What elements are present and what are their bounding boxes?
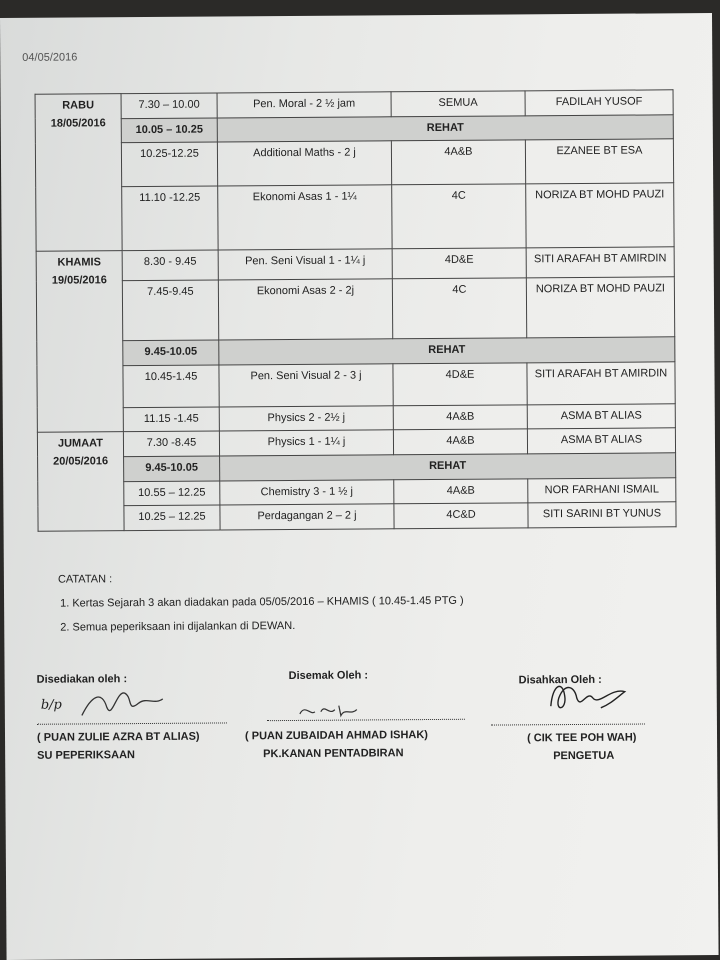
signatory-name: ( PUAN ZULIE AZRA BT ALIAS) (36, 730, 200, 744)
subject-cell: Additional Maths - 2 j (217, 141, 391, 186)
subject-cell: Chemistry 3 - 1 ½ j (220, 479, 394, 505)
class-cell: 4A&B (394, 478, 528, 504)
teacher-cell: ASMA BT ALIAS (527, 428, 675, 454)
schedule-row (36, 247, 674, 281)
exam-schedule-table (35, 89, 677, 531)
break-label: REHAT (217, 114, 673, 142)
teacher-cell: NORIZA BT MOHD PAUZI (526, 183, 674, 248)
time-cell: 9.45-10.05 (123, 340, 219, 365)
day-name: JUMAAT (57, 437, 104, 450)
class-cell: 4D&E (392, 248, 526, 279)
day-cell (35, 94, 122, 252)
schedule-row (36, 277, 674, 341)
schedule-row (38, 502, 676, 531)
schedule-row (35, 139, 673, 187)
teacher-cell: NOR FARHANI ISMAIL (528, 477, 676, 503)
schedule-row (36, 183, 674, 251)
time-cell: 10.55 – 12.25 (124, 481, 220, 506)
time-cell: 8.30 - 9.45 (122, 250, 218, 281)
schedule-row (37, 362, 675, 408)
day-date: 18/05/2016 (50, 116, 106, 130)
teacher-cell: FADILAH YUSOF (525, 90, 673, 116)
day-cell (37, 432, 124, 531)
teacher-cell: NORIZA BT MOHD PAUZI (526, 277, 674, 338)
break-label: REHAT (219, 337, 675, 365)
day-cell (36, 251, 123, 433)
time-cell: 10.05 – 10.25 (121, 118, 217, 143)
break-label: REHAT (220, 453, 676, 481)
time-cell: 10.25 – 12.25 (124, 505, 220, 530)
day-date: 20/05/2016 (53, 455, 109, 468)
signatory-name: ( PUAN ZUBAIDAH AHMAD ISHAK) (244, 729, 428, 743)
class-cell: 4A&B (393, 429, 527, 455)
teacher-cell: SITI ARAFAH BT AMIRDIN (527, 362, 675, 405)
class-cell: 4C (392, 278, 526, 339)
time-cell: 7.30 -8.45 (123, 431, 219, 456)
exam-schedule-page (0, 13, 719, 960)
notes-section (58, 571, 464, 646)
subject-cell: Perdagangan 2 – 2 j (220, 504, 394, 530)
signatory-name: ( CIK TEE POH WAH) (526, 731, 637, 745)
subject-cell: Pen. Moral - 2 ½ jam (217, 92, 391, 118)
signatory-role: PK.KANAN PENTADBIRAN (263, 747, 404, 761)
day-date: 19/05/2016 (51, 274, 107, 287)
subject-cell: Pen. Seni Visual 2 - 3 j (219, 364, 393, 407)
header-date: 04/05/2016 (22, 51, 78, 64)
class-cell: 4A&B (393, 405, 527, 431)
signatory-role: SU PEPERIKSAAN (37, 749, 135, 762)
subject-cell: Ekonomi Asas 2 - 2j (218, 279, 392, 340)
subject-cell: Physics 2 - 2½ j (219, 406, 393, 432)
notes-title: CATATAN : (57, 573, 113, 586)
class-cell: 4D&E (393, 363, 527, 406)
signature-block-approved (491, 673, 682, 762)
time-cell: 10.45-1.45 (123, 365, 219, 408)
class-cell: 4C&D (394, 503, 528, 529)
time-cell: 11.10 -12.25 (122, 186, 218, 251)
subject-cell: Pen. Seni Visual 1 - 1¼ j (218, 249, 392, 280)
signatory-role: PENGETUA (553, 749, 615, 763)
time-cell: 7.45-9.45 (122, 280, 218, 341)
teacher-cell: EZANEE BT ESA (525, 139, 673, 184)
subject-cell: Ekonomi Asas 1 - 1¼ (218, 185, 392, 250)
signature-heading: Disemak Oleh : (288, 669, 369, 683)
time-cell: 9.45-10.05 (124, 456, 220, 481)
signature-mark (245, 681, 465, 725)
signature-heading: Disahkan Oleh : (518, 673, 602, 687)
teacher-cell: ASMA BT ALIAS (527, 404, 675, 430)
class-cell: 4A&B (391, 140, 525, 185)
day-name: RABU (62, 99, 95, 112)
teacher-cell: SITI SARINI BT YUNUS (528, 502, 676, 528)
signature-mark (37, 684, 227, 725)
class-cell: 4C (392, 184, 526, 249)
time-cell: 10.25-12.25 (121, 142, 217, 187)
signature-mark (491, 685, 681, 726)
class-cell: SEMUA (391, 91, 525, 117)
note-item: 1. Kertas Sejarah 3 akan diadakan pada 05/05/2016 – KHAMIS ( 10.45-1.45 PTG ) (60, 594, 464, 610)
day-name: KHAMIS (57, 256, 101, 269)
teacher-cell: SITI ARAFAH BT AMIRDIN (526, 247, 674, 278)
signature-block-checked (245, 669, 466, 761)
signature-block-prepared (37, 672, 228, 761)
subject-cell: Physics 1 - 1¼ j (219, 430, 393, 456)
note-item: 2. Semua peperiksaan ini dijalankan di DEWAN. (60, 619, 296, 634)
time-cell: 11.15 -1.45 (123, 407, 219, 432)
time-cell: 7.30 – 10.00 (121, 93, 217, 118)
signature-heading: Disediakan oleh : (36, 673, 128, 686)
signature-initials: b/p (40, 697, 62, 713)
